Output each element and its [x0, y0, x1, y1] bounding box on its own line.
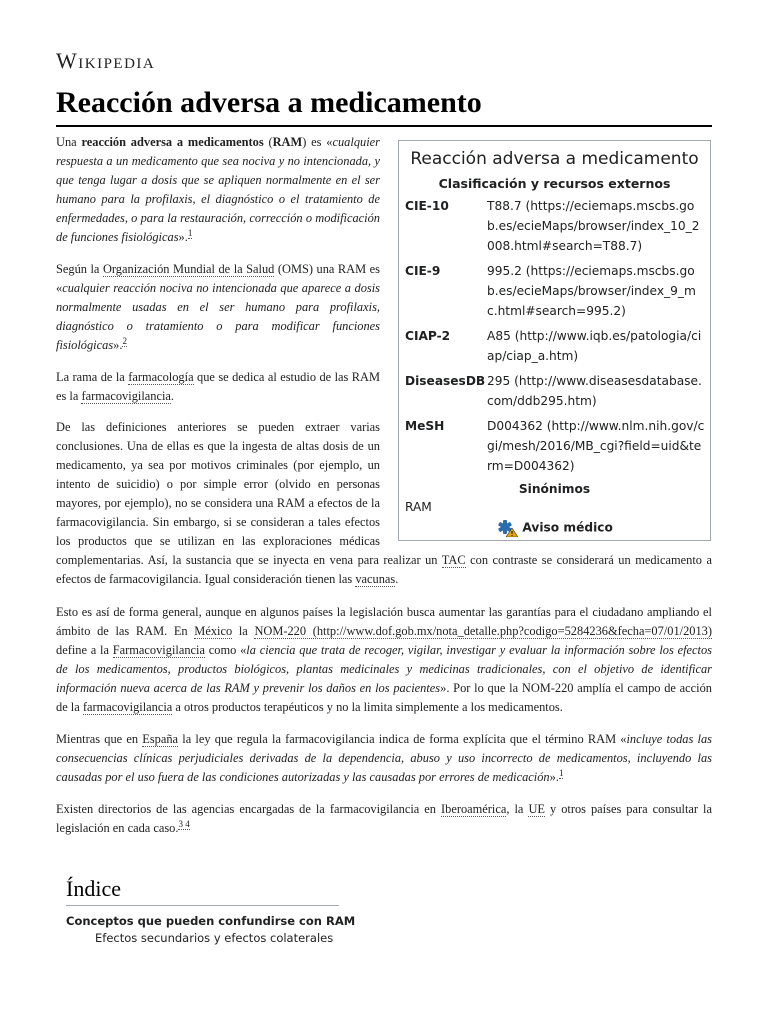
- reference-3-4[interactable]: 3 4: [178, 818, 190, 829]
- paragraph-3: La rama de la farmacología que se dedica al estudio de las RAM es la farmacovigilancia.: [56, 370, 381, 403]
- infobox-label[interactable]: DiseasesDB: [405, 374, 486, 388]
- wikipedia-wordmark[interactable]: Wikipedia: [56, 48, 156, 73]
- infobox-label[interactable]: MeSH: [405, 419, 445, 433]
- link-farmacologia[interactable]: farmacología: [128, 370, 194, 384]
- paragraph-4: De las definiciones anteriores se pueden extraer varias conclusiones. Una de ellas es que la ingesta de altas dosis de un medicamento, ya sea por motivos criminales (por ejemplo, un intento de suicidio) o por simple error (olvido en personas mayores, por ejemplo), no se considera una RAM a efectos de la farmacovigilancia. Sin embargo, si se consideran a tales efectos los productos que se utilizan en las exploraciones médicas complementarias. Así, la sustancia que se inyecta en vena para realizar un TAC con contraste se considerará un medicamento a efectos de farmacovigilancia. Igual consideración tienen las vacunas.: [56, 420, 712, 586]
- link-farmacovigilancia[interactable]: farmacovigilancia: [81, 389, 171, 403]
- index-heading: Índice: [66, 876, 121, 901]
- link-iberoamerica[interactable]: Iberoamérica: [441, 802, 507, 816]
- medical-warning-label[interactable]: Aviso médico: [522, 520, 613, 535]
- infobox-label[interactable]: CIAP-2: [405, 329, 451, 343]
- title-divider: [56, 125, 712, 127]
- reference-1[interactable]: 1: [187, 227, 193, 238]
- paragraph-2: Según la Organización Mundial de la Salud (OMS) una RAM es «cualquier reacción nociva no intencionada que aparece a dosis normalmente usadas en el ser humano para profilaxis, diagnóstico o tratamiento o para modificar funciones fisiológicas».$^2$: [56, 262, 380, 352]
- link-espana[interactable]: España: [142, 732, 179, 746]
- infobox-label[interactable]: CIE-9: [405, 264, 441, 278]
- synonyms-value: RAM: [405, 500, 432, 514]
- link-vacunas[interactable]: vacunas: [355, 572, 396, 586]
- paragraph-6: Mientras que en España la ley que regula la farmacovigilancia indica de forma explícita que el término RAM «incluye todas las consecuencias clínicas perjudiciales derivadas de la dependencia, abuso y uso incorrecto de medicamentos, incluyendo las causadas por el uso fuera de las condiciones autorizadas y las causadas por errores de medicación».$^1$: [56, 732, 712, 784]
- link-farmacovigilancia-2[interactable]: Farmacovigilancia: [112, 643, 205, 657]
- infobox-subtitle: Clasificación y recursos externos: [438, 176, 671, 191]
- infobox-value[interactable]: T88.7 (https://eciemaps.mscbs.gob.es/ecieMaps/browser/index_10_2008.html#search=T88.7): [487, 199, 700, 253]
- infobox-value[interactable]: 995.2 (https://eciemaps.mscbs.gob.es/ecieMaps/browser/index_9_mc.html#search=995.2): [487, 264, 696, 318]
- infobox-value[interactable]: A85 (http://www.iqb.es/patologia/ciap/ciap_a.htm): [487, 329, 702, 363]
- paragraph-7: Existen directorios de las agencias encargadas de la farmacovigilancia en Iberoamérica, la UE y otros países para consultar la legislación en cada caso.$^{3 4}$: [56, 802, 712, 835]
- index-item-1[interactable]: Conceptos que pueden confundirse con RAM: [66, 914, 356, 928]
- infobox-value[interactable]: D004362 (http://www.nlm.nih.gov/cgi/mesh/2016/MB_cgi?field=uid&term=D004362): [487, 419, 705, 473]
- link-nom-220[interactable]: NOM-220 (http://www.dof.gob.mx/nota_detalle.php?codigo=5284236&fecha=07/01/2013): [254, 624, 712, 638]
- index-divider: [66, 905, 339, 906]
- reference-2[interactable]: 2: [122, 335, 127, 346]
- infobox-row-ciap2: [399, 326, 710, 366]
- link-ue[interactable]: UE: [528, 802, 545, 816]
- infobox-label[interactable]: CIE-10: [405, 199, 449, 213]
- infobox-row-cie10: [399, 196, 710, 256]
- infobox-row-diseasesdb: [399, 371, 710, 411]
- infobox-value[interactable]: 295 (http://www.diseasesdatabase.com/ddb295.htm): [487, 374, 702, 408]
- paragraph-1: Una reacción adversa a medicamentos (RAM) es «cualquier respuesta a un medicamento que sea nociva y no intencionada, y que tenga lugar a dosis que se apliquen normalmente en el ser humano para la profilaxis, el diagnóstico o el tratamiento de enfermedades, o para la restauración, corrección o modificación de funciones fisiológicas».$^1$: [56, 135, 380, 244]
- page-title: Reacción adversa a medicamento: [56, 86, 482, 119]
- infobox-row-cie9: [399, 261, 710, 321]
- paragraph-5: Esto es así de forma general, aunque en algunos países la legislación busca aumentar las garantías para el ciudadano ampliando el ámbito de las RAM. En México la NOM-220 (http://www.dof.gob.mx/nota_detalle.php?codigo=5284236&fecha=07/01/2013) define a la Farmacovigilancia como «la ciencia que trata de recoger, vigilar, investigar y evaluar la información sobre los efectos de los medicamentos, productos biológicos, plantas medicinales y medicinas tradicionales, con el objetivo de identificar información nueva acerca de las RAM y prevenir los daños en los pacientes». Por lo que la NOM-220 amplía el campo de acción de la farmacovigilancia a otros productos terapéuticos y no la limita simplemente a los medicamentos.: [56, 605, 712, 714]
- reference-1b[interactable]: 1: [558, 767, 564, 778]
- synonyms-heading: Sinónimos: [518, 482, 591, 496]
- link-oms[interactable]: Organización Mundial de la Salud: [102, 262, 275, 276]
- infobox-title: Reacción adversa a medicamento: [410, 149, 699, 169]
- link-tac[interactable]: TAC: [441, 553, 466, 567]
- index-item-1-1[interactable]: Efectos secundarios y efectos colaterales: [95, 931, 334, 945]
- link-mexico[interactable]: México: [194, 624, 233, 638]
- link-farmacovigilancia-3[interactable]: farmacovigilancia: [82, 700, 173, 714]
